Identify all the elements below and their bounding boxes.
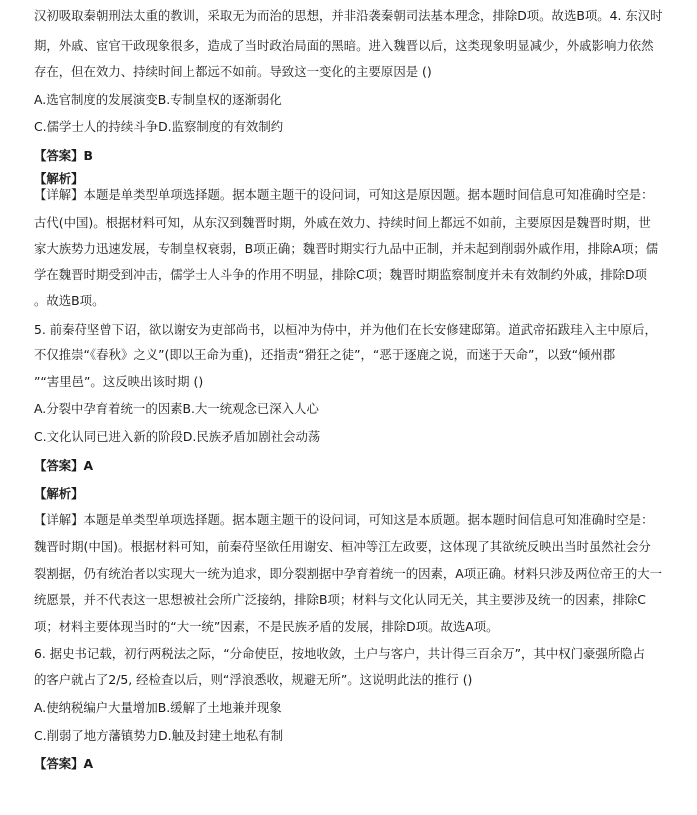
answer-label: 【答案】B <box>34 148 94 163</box>
option-line: C.削弱了地方藩镇势力D.触及封建土地私有制 <box>34 728 284 743</box>
explanation-line: 【详解】本题是单类型单项选择题。据本题主题干的设问词，可知这是本质题。据本题时间信息可知准确时空是： <box>34 512 654 527</box>
answer-label: 【答案】A <box>34 756 94 771</box>
explanation-line: 项；材料主要体现当时的“大一统”因素，不是民族矛盾的发展，排除D项。故选A项。 <box>34 619 499 634</box>
text-line: 期，外戚、宦官干政现象很多，造成了当时政治局面的黑暗。进入魏晋以后，这类现象明显减少，外戚影响力依然 <box>34 38 654 53</box>
explanation-line: 裂割据，仍有统治者以实现大一统为追求，即分裂割据中孕育着统一的因素，A项正确。材料只涉及两位帝王的大一 <box>34 566 663 581</box>
explanation-line: 家大族势力迅速发展，专制皇权衰弱，B项正确；魏晋时期实行九品中正制，并未起到削弱外戚作用，排除A项；儒 <box>34 241 659 256</box>
option-line: A.分裂中孕育着统一的因素B.大一统观念已深入人心 <box>34 401 319 416</box>
question-stem: 6. 据史书记载，初行两税法之际，“分命使臣，按地收敛，土户与客户，共计得三百余万”，其中权门豪强所隐占 <box>34 646 645 661</box>
explanation-line: 统愿景，并不代表这一思想被社会所广泛接纳，排除B项；材料与文化认同无关，其主要涉及统一的因素，排除C <box>34 592 646 607</box>
explanation-line: 【详解】本题是单类型单项选择题。据本题主题干的设问词，可知这是原因题。据本题时间信息可知准确时空是： <box>34 187 654 202</box>
option-line: C.文化认同已进入新的阶段D.民族矛盾加剧社会动荡 <box>34 429 321 444</box>
text-line: 汉初吸取秦朝刑法太重的教训，采取无为而治的思想，并非沿袭秦朝司法基本理念，排除D项。故选B项。4. 东汉时 <box>34 8 663 23</box>
option-line: A.选官制度的发展演变B.专制皇权的逐渐弱化 <box>34 92 282 107</box>
explanation-line: 。故选B项。 <box>34 293 105 308</box>
explanation-line: 魏晋时期(中国)。根据材料可知，前秦苻坚欲任用谢安、桓冲等江左政要，这体现了其欲统反映出当时虽然社会分 <box>34 539 651 554</box>
option-line: A.使纳税编户大量增加B.缓解了土地兼并现象 <box>34 700 282 715</box>
explanation-line: 古代(中国)。根据材料可知，从东汉到魏晋时期，外戚在效力、持续时间上都远不如前，主要原因是魏晋时期，世 <box>34 215 651 230</box>
explanation-line: 学在魏晋时期受到冲击，儒学士人斗争的作用不明显，排除C项；魏晋时期监察制度并未有效制约外戚，排除D项 <box>34 267 647 282</box>
question-stem: 的客户就占了2/5, 经检查以后，则“浮浪悉收，规避无所”。这说明此法的推行 () <box>34 672 473 687</box>
analysis-label: 【解析】 <box>34 486 84 501</box>
question-stem: 5. 前秦苻坚曾下诏，欲以谢安为吏部尚书，以桓冲为侍中，并为他们在长安修建邸第。道武帝拓跋珪入主中原后， <box>34 322 657 337</box>
option-line: C.儒学士人的持续斗争D.监察制度的有效制约 <box>34 119 284 134</box>
analysis-label: 【解析】 <box>34 171 84 186</box>
question-stem: 不仅推崇“《春秋》之义”(即以王命为重)，还指责“猾狂之徒”，“恶于逐鹿之说，而迷于天命”，以致“倾州郡 <box>34 347 616 362</box>
answer-label: 【答案】A <box>34 458 94 473</box>
question-stem: ”“害里邑”。这反映出该时期 () <box>34 374 204 389</box>
question-stem: 存在，但在效力、持续时间上都远不如前。导致这一变化的主要原因是 () <box>34 64 432 79</box>
